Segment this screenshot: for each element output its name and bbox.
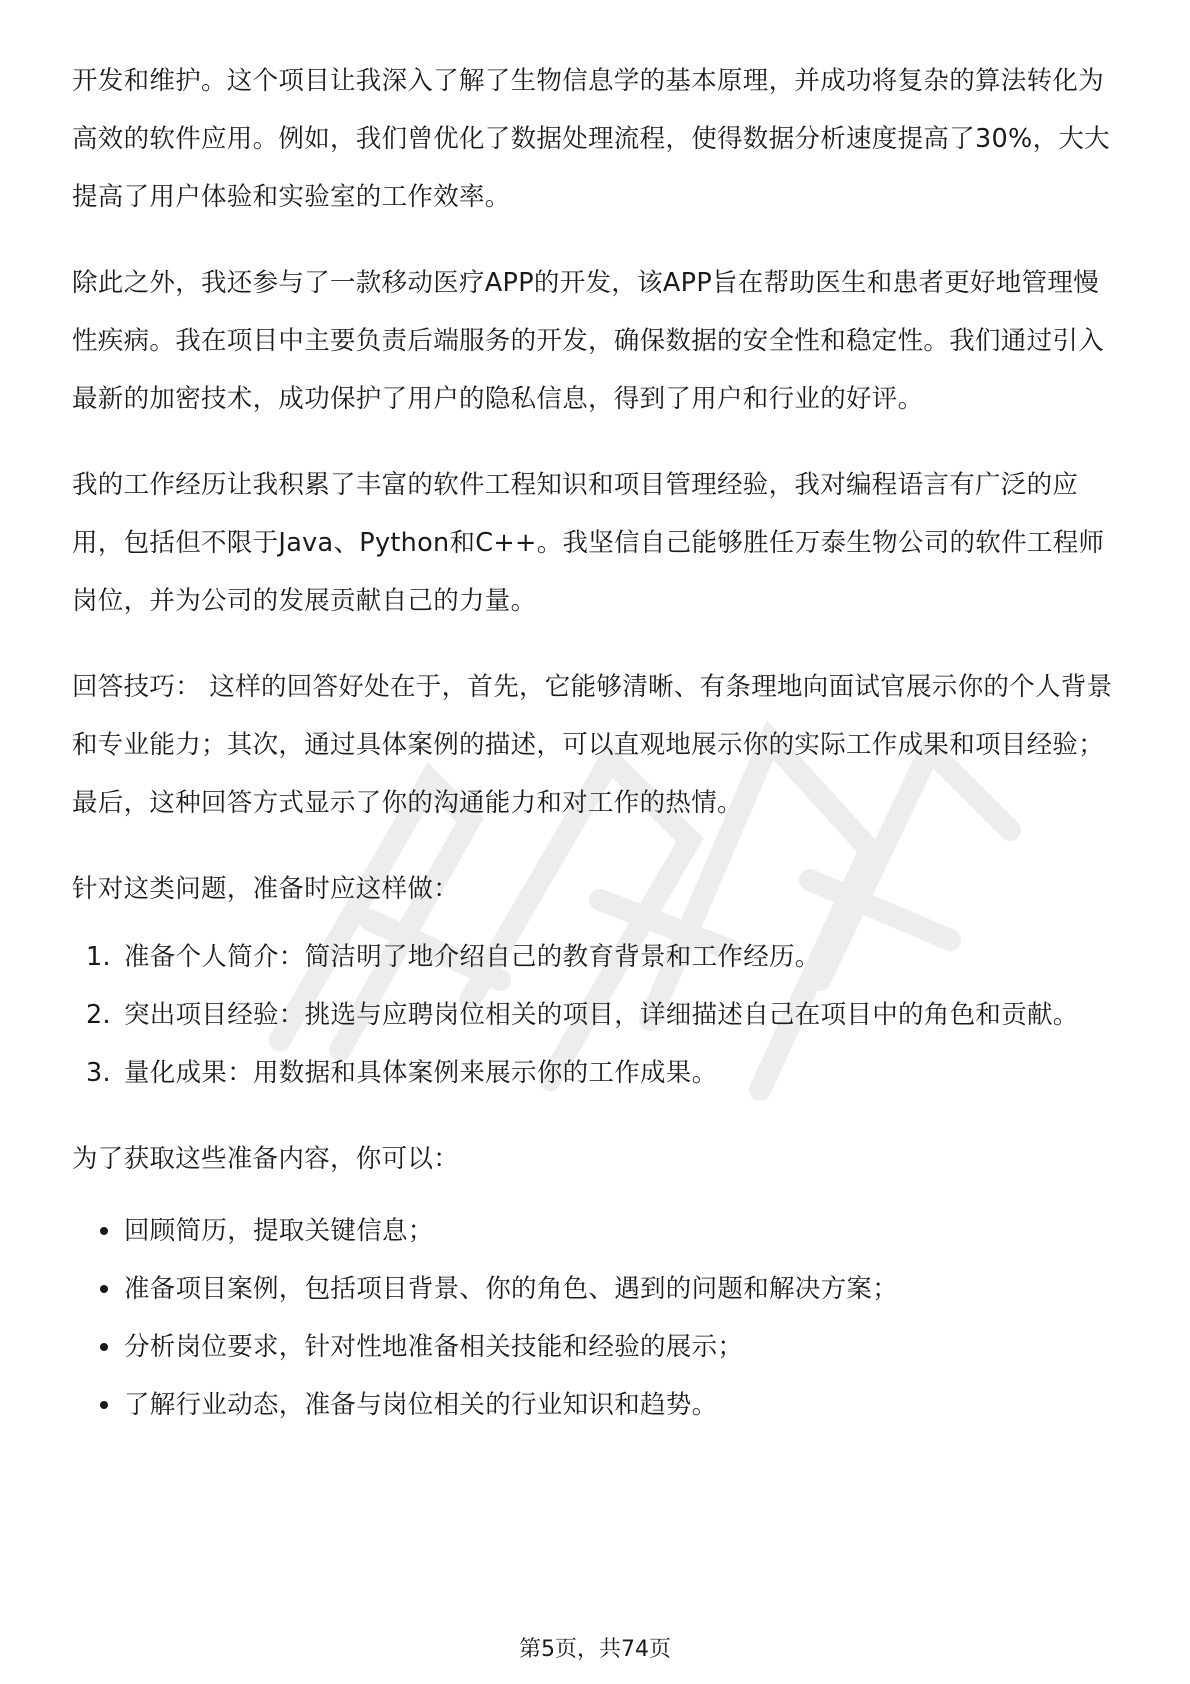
list-item-text: 回顾简历，提取关键信息； <box>124 1216 434 1246</box>
list-item <box>72 928 1118 986</box>
list-number: 2. <box>86 1000 111 1030</box>
bullet-icon <box>100 1401 108 1409</box>
list-item <box>72 986 1118 1044</box>
list-item-text: 准备个人简介：简洁明了地介绍自己的教育背景和工作经历。 <box>124 942 821 972</box>
list-item-text: 量化成果：用数据和具体案例来展示你的工作成果。 <box>124 1058 718 1088</box>
list-item-text: 准备项目案例，包括项目背景、你的角色、遇到的问题和解决方案； <box>124 1274 899 1304</box>
paragraph: 除此之外，我还参与了一款移动医疗APP的开发，该APP旨在帮助医生和患者更好地管理慢性疾病。我在项目中主要负责后端服务的开发，确保数据的安全性和稳定性。我们通过引入最新的加密技术，成功保护了用户的隐私信息，得到了用户和行业的好评。 <box>72 268 1105 414</box>
gather-intro: 为了获取这些准备内容，你可以： <box>72 1144 460 1174</box>
paragraph: 我的工作经历让我积累了丰富的软件工程知识和项目管理经验，我对编程语言有广泛的应用，包括但不限于Java、Python和C++。我坚信自己能够胜任万泰生物公司的软件工程师岗位，并为公司的发展贡献自己的力量。 <box>72 470 1105 616</box>
answer-tips-paragraph: 回答技巧： 这样的回答好处在于，首先，它能够清晰、有条理地向面试官展示你的个人背景和专业能力；其次，通过具体案例的描述，可以直观地展示你的实际工作成果和项目经验；最后，这种回答方式显示了你的沟通能力和对工作的热情。 <box>72 672 1113 818</box>
list-item <box>72 1202 1118 1260</box>
list-item <box>72 1376 1118 1434</box>
bullet-icon <box>100 1343 108 1351</box>
list-item <box>72 1260 1118 1318</box>
list-number: 1. <box>86 942 111 972</box>
paragraph: 开发和维护。这个项目让我深入了解了生物信息学的基本原理，并成功将复杂的算法转化为高效的软件应用。例如，我们曾优化了数据处理流程，使得数据分析速度提高了30%，大大提高了用户体验和实验室的工作效率。 <box>72 66 1110 212</box>
list-number: 3. <box>86 1058 111 1088</box>
list-item <box>72 1318 1118 1376</box>
list-item-text: 突出项目经验：挑选与应聘岗位相关的项目，详细描述自己在项目中的角色和贡献。 <box>124 1000 1079 1030</box>
bullet-icon <box>100 1285 108 1293</box>
prep-intro: 针对这类问题，准备时应这样做： <box>72 874 460 904</box>
list-item <box>72 1044 1118 1102</box>
list-item-text: 分析岗位要求，针对性地准备相关技能和经验的展示； <box>124 1332 744 1362</box>
list-item-text: 了解行业动态，准备与岗位相关的行业知识和趋势。 <box>124 1390 718 1420</box>
bullet-icon <box>100 1227 108 1235</box>
document-body <box>72 52 1118 1462</box>
page-number-footer: 第5页，共74页 <box>519 1637 671 1662</box>
prep-steps-list <box>72 928 1118 1102</box>
gather-list <box>72 1202 1118 1434</box>
